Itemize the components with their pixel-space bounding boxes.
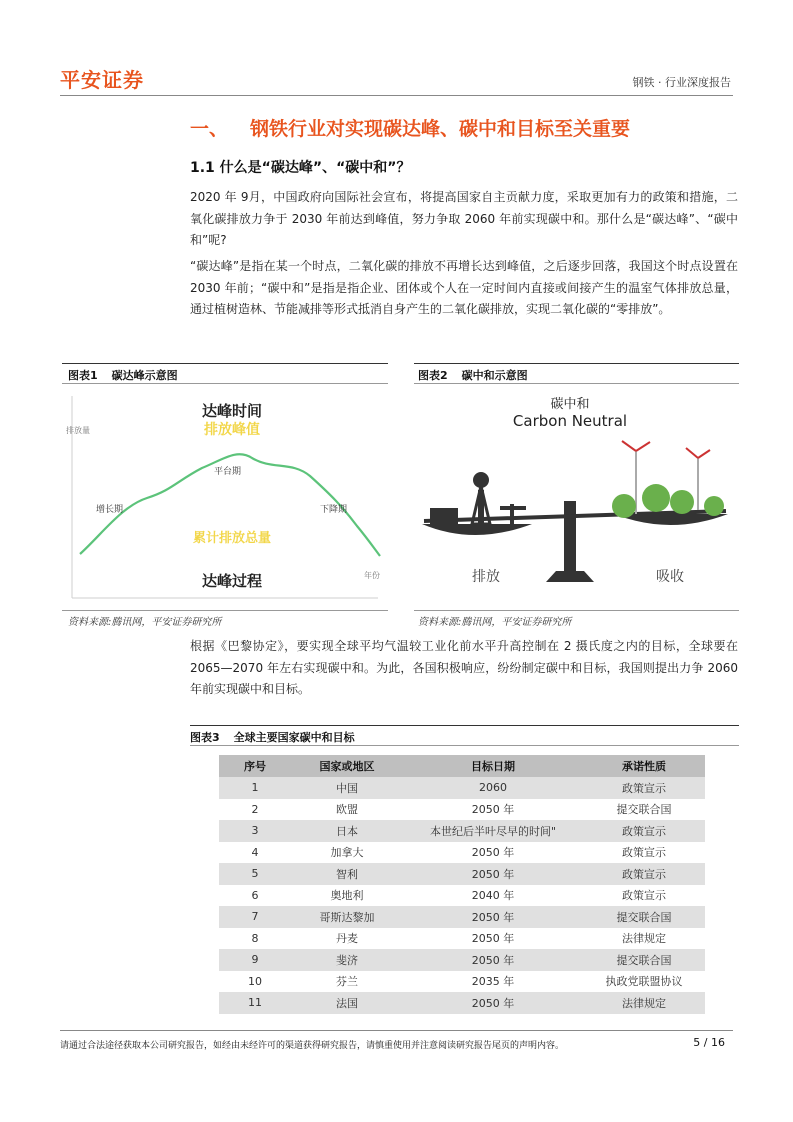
section-title <box>190 114 630 141</box>
figure1-top-rule <box>62 363 388 364</box>
table-row <box>219 799 705 821</box>
cell-target-date: 2040 年 <box>403 885 583 907</box>
figure2-top-rule <box>414 363 739 364</box>
x-axis-label: 年份 <box>364 571 380 580</box>
col-header-target: 目标日期 <box>403 755 583 777</box>
cell-index: 9 <box>219 949 291 971</box>
cell-country: 日本 <box>291 820 403 842</box>
cell-commitment: 提交联合国 <box>583 906 705 928</box>
report-category: 钢铁 · 行业深度报告 <box>632 76 731 89</box>
paragraph-3: 根据《巴黎协定》，要实现全球平均气温较工业化前水平升高控制在 2 摄氏度之内的目标，全球要在 2065—2070 年左右实现碳中和。为此，各国积极响应，纷纷制定碳中和目标，我国则提出力争 2060 年前实现碳中和目标。 <box>190 639 738 696</box>
figure2-label: 图表2 <box>418 369 448 382</box>
table-row <box>219 820 705 842</box>
page-number: 5 / 16 <box>693 1036 725 1049</box>
cell-target-date: 2050 年 <box>403 949 583 971</box>
cell-commitment: 提交联合国 <box>583 799 705 821</box>
cell-country: 智利 <box>291 863 403 885</box>
cell-country: 加拿大 <box>291 842 403 864</box>
paragraph-1: 2020 年 9月，中国政府向国际社会宣布，将提高国家自主贡献力度，采取更加有力的政策和措施，二氧化碳排放力争于 2030 年前达到峰值，努力争取 2060 年前实现碳中和。那什么是“碳达峰”、“碳中和”呢? <box>190 190 738 247</box>
y-axis-label: 排放量 <box>66 426 90 435</box>
figure1-header-rule <box>62 383 388 384</box>
cell-target-date: 2050 年 <box>403 906 583 928</box>
brand-logo: 平安证券 <box>60 68 144 92</box>
footer-divider <box>60 1030 733 1031</box>
figure1-header <box>68 367 178 383</box>
section-title-text: 钢铁行业对实现碳达峰、碳中和目标至关重要 <box>250 118 631 140</box>
section-number: 一、 <box>190 118 229 140</box>
cell-commitment: 法律规定 <box>583 928 705 950</box>
table-row <box>219 992 705 1014</box>
table-row <box>219 863 705 885</box>
figure2-diagram <box>414 386 739 608</box>
figure3-label: 图表3 <box>190 731 220 744</box>
cell-country: 奥地利 <box>291 885 403 907</box>
figure2-header-rule <box>414 383 739 384</box>
cell-index: 2 <box>219 799 291 821</box>
cell-target-date: 2035 年 <box>403 971 583 993</box>
stage-growth-label: 增长期 <box>96 505 124 515</box>
col-header-nature: 承诺性质 <box>583 755 705 777</box>
cell-index: 3 <box>219 820 291 842</box>
table-row <box>219 949 705 971</box>
cell-target-date: 2050 年 <box>403 842 583 864</box>
cell-target-date: 2050 年 <box>403 863 583 885</box>
figure2-title: 碳中和示意图 <box>461 369 528 382</box>
table-row <box>219 777 705 799</box>
figure1-title: 碳达峰示意图 <box>111 369 178 382</box>
figure3-top-rule <box>190 725 739 726</box>
cell-commitment: 政策宣示 <box>583 842 705 864</box>
cell-commitment: 政策宣示 <box>583 820 705 842</box>
table-header-row <box>219 755 705 777</box>
cell-target-date: 2050 年 <box>403 799 583 821</box>
tree-icon-2 <box>642 484 670 512</box>
emission-label: 排放 <box>472 569 500 585</box>
figure3-title: 全球主要国家碳中和目标 <box>233 731 355 744</box>
carbon-neutral-cn: 碳中和 <box>550 397 590 412</box>
figure2-source: 资料来源:腾讯网，平安证券研究所 <box>418 617 572 628</box>
figure1-source: 资料来源:腾讯网，平安证券研究所 <box>68 617 222 628</box>
cell-index: 10 <box>219 971 291 993</box>
cell-commitment: 政策宣示 <box>583 885 705 907</box>
stage-decline-label: 下降期 <box>320 505 348 515</box>
col-header-index: 序号 <box>219 755 291 777</box>
cell-commitment: 法律规定 <box>583 992 705 1014</box>
cell-commitment: 政策宣示 <box>583 777 705 799</box>
cell-index: 8 <box>219 928 291 950</box>
scale-pillar <box>564 501 576 571</box>
cell-index: 11 <box>219 992 291 1014</box>
cell-target-date: 2060 <box>403 777 583 799</box>
scale-base <box>546 571 594 582</box>
table-row <box>219 885 705 907</box>
subsection-title: 1.1 什么是“碳达峰”、“碳中和”？ <box>190 160 411 176</box>
carbon-neutral-en: Carbon Neutral <box>512 412 628 430</box>
cell-commitment: 执政党联盟协议 <box>583 971 705 993</box>
cell-commitment: 政策宣示 <box>583 863 705 885</box>
cell-commitment: 提交联合国 <box>583 949 705 971</box>
cell-country: 哥斯达黎加 <box>291 906 403 928</box>
peak-process-label: 达峰过程 <box>201 572 263 590</box>
figure1-chart <box>62 386 388 608</box>
footer-disclaimer: 请通过合法途径获取本公司研究报告，如经由未经许可的渠道获得研究报告，请慎重使用并注意阅读研究报告尾页的声明内容。 <box>60 1041 565 1051</box>
cell-country: 法国 <box>291 992 403 1014</box>
table-row <box>219 842 705 864</box>
cell-index: 6 <box>219 885 291 907</box>
table-row <box>219 971 705 993</box>
cell-target-date: 2050 年 <box>403 992 583 1014</box>
left-pan <box>422 524 532 535</box>
figure3-header <box>190 729 355 745</box>
paragraph-2: “碳达峰”是指在某一个时点，二氧化碳的排放不再增长达到峰值，之后逐步回落，我国这个时点设置在 2030 年前；“碳中和”是指是指企业、团体或个人在一定时间内直接或间接产生的温室气体排放总量，通过植树造林、节能减排等形式抵消自身产生的二氧化碳排放，实现二氧化碳的“零排放”。 <box>190 259 738 316</box>
tree-icon-3 <box>670 490 694 514</box>
cell-index: 4 <box>219 842 291 864</box>
cell-target-date: 本世纪后半叶尽早的时间" <box>403 820 583 842</box>
factory-icon <box>430 508 458 524</box>
col-header-country: 国家或地区 <box>291 755 403 777</box>
cell-country: 丹麦 <box>291 928 403 950</box>
cell-index: 1 <box>219 777 291 799</box>
absorption-label: 吸收 <box>656 569 684 585</box>
tree-icon <box>612 494 636 518</box>
carbon-targets-table-wrap <box>219 755 705 1014</box>
stage-plateau-label: 平台期 <box>214 467 242 477</box>
table-row <box>219 928 705 950</box>
figure1-label: 图表1 <box>68 369 98 382</box>
tree-icon-4 <box>704 496 724 516</box>
figure3-header-rule <box>190 745 739 746</box>
carbon-targets-table <box>219 755 705 1014</box>
cell-country: 欧盟 <box>291 799 403 821</box>
cumulative-emission-label: 累计排放总量 <box>192 531 272 546</box>
peak-value-label: 排放峰值 <box>204 422 260 438</box>
peak-time-label: 达峰时间 <box>201 402 263 420</box>
table-row <box>219 906 705 928</box>
header-divider <box>60 95 733 96</box>
cell-country: 中国 <box>291 777 403 799</box>
cell-target-date: 2050 年 <box>403 928 583 950</box>
cell-country: 斐济 <box>291 949 403 971</box>
cell-index: 7 <box>219 906 291 928</box>
figure2-header <box>418 367 528 383</box>
figure1-bottom-rule <box>62 610 388 611</box>
cell-index: 5 <box>219 863 291 885</box>
figure2-bottom-rule <box>414 610 739 611</box>
cell-country: 芬兰 <box>291 971 403 993</box>
